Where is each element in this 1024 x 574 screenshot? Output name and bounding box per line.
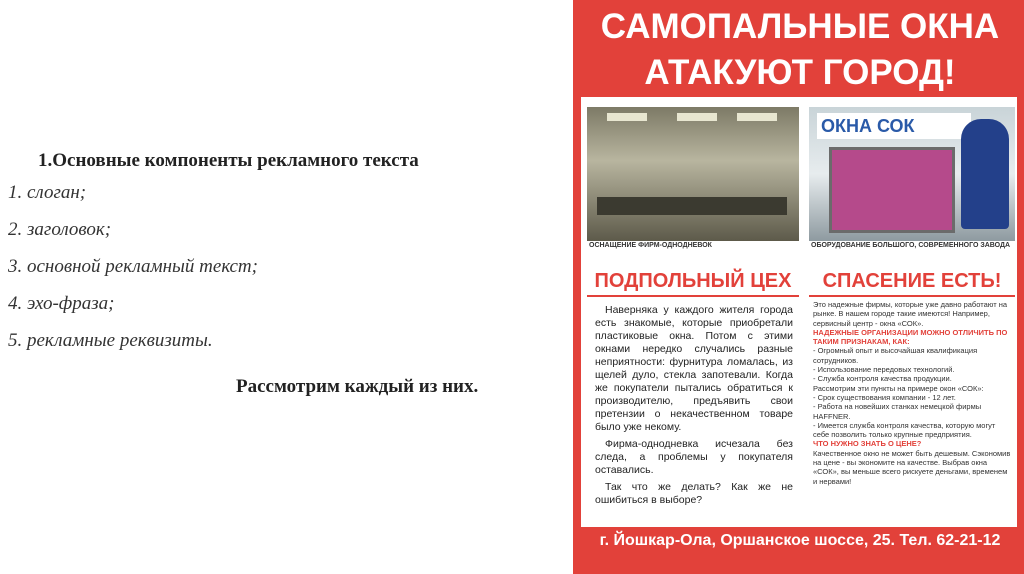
ad-line: - Использование передовых технологий. [813, 365, 955, 375]
ad-line: НАДЕЖНЫЕ ОРГАНИЗАЦИИ МОЖНО ОТЛИЧИТЬ ПО ТАКИМ ПРИЗНАКАМ, КАК: [813, 327, 1008, 347]
workbench-shape [597, 197, 787, 215]
list-item: 3. основной рекламный текст; [8, 256, 258, 277]
slide-text [8, 150, 548, 398]
ad-column-left [595, 304, 793, 511]
ad-line: ЧТО НУЖНО ЗНАТЬ О ЦЕНЕ? [813, 439, 922, 449]
lamp-shape [737, 113, 777, 121]
ad-paragraph: Так что же делать? Как же не ошибиться в выборе? [595, 481, 793, 506]
list-item: 4. эхо-фраза; [8, 293, 115, 314]
factory-photo [809, 107, 1015, 241]
ad-footer: г. Йошкар-Ола, Оршанское шоссе, 25. Тел. 62-21-12 [599, 532, 1001, 549]
ad-line: Это надежные фирмы, которые уже давно работают на рынке. В нашем городе такие имеются! Например, сервисный центр - окна «СОК». [813, 300, 1008, 328]
ad-line: - Служба контроля качества продукции. [813, 374, 952, 384]
ad-paragraph: Наверняка у каждого жителя города есть знакомые, которые приобретали пластиковые окна. Потом с этими окнами нередко случались разные неприятности: фурнитура ломалась, из щелей дуло, стекла запотевали. Когда же покупатели пытались обратиться к производителю, предъявить свои претензии о некачественном товаре было уже некому. [595, 304, 793, 433]
ad-title-line2: АТАКУЮТ ГОРОД! [644, 53, 956, 92]
ad-title [573, 4, 1024, 96]
ad-line: Рассмотрим эти пункты на примере окон «СОК»: [813, 383, 984, 393]
ad-line: - Срок существования компании - 12 лет. [813, 392, 956, 402]
list-item: 1. слоган; [8, 182, 87, 203]
ad-line: - Огромный опыт и высочайшая квалификация сотрудников. [813, 346, 978, 365]
photo-caption: ОБОРУДОВАНИЕ БОЛЬШОГО, СОВРЕМЕННОГО ЗАВОДА [811, 242, 1011, 249]
workshop-photo [587, 107, 799, 241]
worker-shape [961, 119, 1009, 229]
list-item: 5. рекламные реквизиты. [8, 330, 213, 351]
machine-shape [829, 147, 955, 233]
ad-subhead-left: ПОДПОЛЬНЫЙ ЦЕХ [587, 267, 799, 297]
lamp-shape [607, 113, 647, 121]
ad-paragraph: Фирма-однодневка исчезала без следа, а проблемы у покупателя оставались. [595, 438, 793, 476]
ad-title-line1: САМОПАЛЬНЫЕ ОКНА [600, 7, 1000, 46]
photo-caption: ОСНАЩЕНИЕ ФИРМ-ОДНОДНЕВОК [589, 242, 712, 249]
ad-line: - Имеется служба контроля качества, которую могут себе позволить только крупные предприятия. [813, 420, 996, 440]
slide-closing: Рассмотрим каждый из них. [236, 376, 479, 397]
slide-heading: 1.Основные компоненты рекламного текста [38, 150, 419, 171]
ad-subhead-right: СПАСЕНИЕ ЕСТЬ! [809, 267, 1015, 297]
ad-line: - Работа на новейших станках немецкой фирмы HAFFNER. [813, 402, 982, 421]
list-item: 2. заголовок; [8, 219, 112, 240]
ad-line: Качественное окно не может быть дешевым. Сэкономив на цене - вы экономите на качестве. Выбрав окна «СОК», вы меньше всего рискуете деньгами, временем и нервами! [813, 448, 1011, 486]
ad-column-right [813, 300, 1013, 486]
ad-logo: ОКНА СОК [817, 113, 971, 139]
advertisement-image [573, 0, 1024, 574]
ad-body [581, 97, 1017, 527]
lamp-shape [677, 113, 717, 121]
